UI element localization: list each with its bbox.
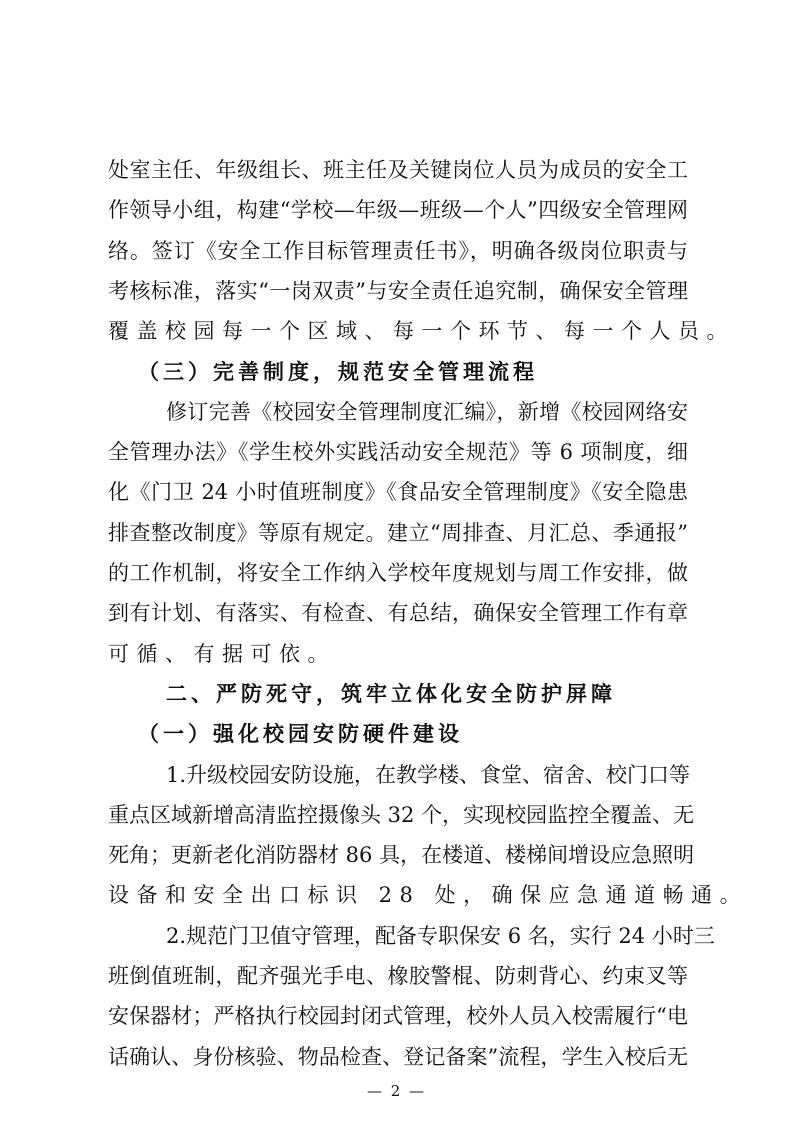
paragraph-line: 重点区域新增高清监控摄像头 32 个，实现校园监控全覆盖、无 bbox=[108, 802, 695, 827]
paragraph-line: 作领导小组，构建“学校—年级—班级—个人”四级安全管理网 bbox=[108, 198, 688, 223]
section-heading: （三）完善制度，规范安全管理流程 bbox=[138, 358, 538, 384]
paragraph-line: 话确认、身份核验、物品检查、登记备案”流程，学生入校后无 bbox=[108, 1044, 688, 1069]
paragraph-line: 修订完善《校园安全管理制度汇编》，新增《校园网络安 bbox=[166, 399, 688, 424]
paragraph-line: 全管理办法》《学生校外实践活动安全规范》等 6 项制度，细 bbox=[108, 440, 688, 465]
paragraph-line: 络。签订《安全工作目标管理责任书》，明确各级岗位职责与 bbox=[108, 238, 688, 263]
paragraph-line: 化《门卫 24 小时值班制度》《食品安全管理制度》《安全隐患 bbox=[108, 480, 688, 505]
paragraph-line: 排查整改制度》等原有规定。建立“周排查、月汇总、季通报” bbox=[108, 520, 688, 545]
page-number: — 2 — bbox=[366, 1082, 427, 1100]
paragraph-line: 设备和安全出口标识 28 处，确保应急通道畅通。 bbox=[108, 883, 749, 908]
chapter-heading: 二、严防死守，筑牢立体化安全防护屏障 bbox=[166, 680, 616, 706]
paragraph-line: 考核标准，落实“一岗双责”与安全责任追究制，确保安全管理 bbox=[108, 278, 688, 303]
paragraph-line: 死角；更新老化消防器材 86 具，在楼道、楼梯间增设应急照明 bbox=[108, 843, 695, 868]
paragraph-line: 1.升级校园安防设施，在教学楼、食堂、宿舍、校门口等 bbox=[166, 762, 691, 787]
paragraph-line: 到有计划、有落实、有检查、有总结，确保安全管理工作有章 bbox=[108, 601, 688, 626]
paragraph-line: 安保器材；严格执行校园封闭式管理，校外人员入校需履行“电 bbox=[108, 1004, 688, 1029]
paragraph-line: 覆盖校园每一个区域、每一个环节、每一个人员。 bbox=[108, 319, 735, 344]
paragraph-line: 2.规范门卫值守管理，配备专职保安 6 名，实行 24 小时三 bbox=[166, 923, 715, 948]
paragraph-line: 处室主任、年级组长、班主任及关键岗位人员为成员的安全工 bbox=[108, 158, 688, 182]
section-heading: （一）强化校园安防硬件建设 bbox=[138, 721, 463, 747]
paragraph-line: 班倒值班制，配齐强光手电、橡胶警棍、防刺背心、约束叉等 bbox=[108, 964, 688, 988]
paragraph-line: 的工作机制，将安全工作纳入学校年度规划与周工作安排，做 bbox=[108, 561, 688, 585]
paragraph-line: 可循、有据可依。 bbox=[108, 641, 336, 666]
